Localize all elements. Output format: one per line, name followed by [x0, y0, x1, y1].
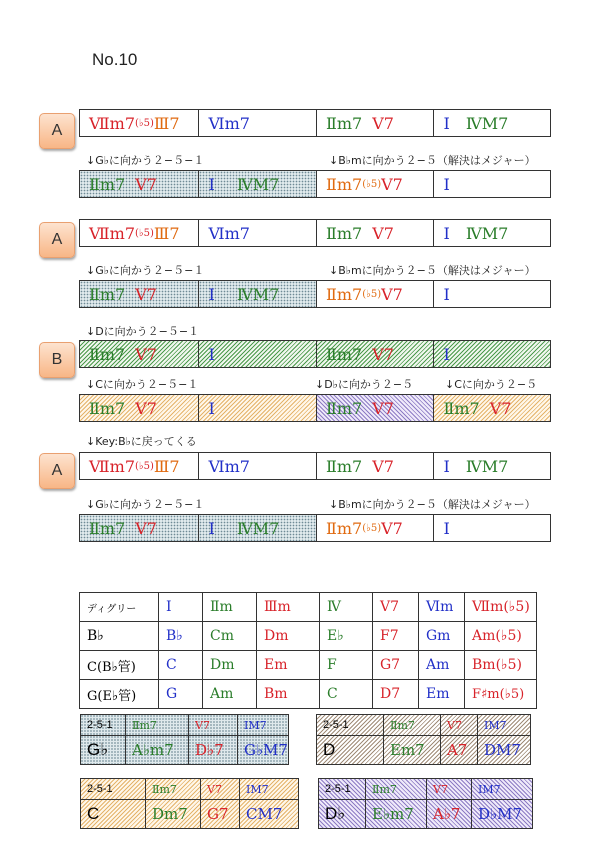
note-c2: ↓Cに向かう２−５: [445, 378, 538, 391]
chord-cell: Ⅰ: [443, 174, 450, 194]
chord-cell: Ⅱm7 Ⅴ7: [317, 110, 435, 136]
chord-row-a1-bottom: [79, 170, 551, 198]
chord-cell: Ⅰ ⅣM7: [443, 456, 509, 476]
chord-cell: Ⅱm7 (♭5) Ⅴ7: [317, 281, 435, 307]
chord-cell: Ⅶm7 (♭5) Ⅲ7: [80, 110, 199, 136]
chord-cell: Ⅵm7: [199, 110, 317, 136]
chord-cell: Ⅱm7 Ⅴ7: [80, 515, 199, 541]
chord-cell: Ⅱm7 Ⅴ7: [317, 453, 435, 479]
chord-cell: Ⅰ ⅣM7: [199, 515, 317, 541]
table-header-row: ディグリー Ⅰ Ⅱm Ⅲm Ⅳ Ⅴ7 Ⅵm Ⅶm(♭5): [80, 593, 537, 622]
chord-cell: Ⅰ ⅣM7: [199, 281, 317, 307]
section-label-b: B: [39, 342, 75, 378]
section-label-a2: A: [39, 222, 75, 258]
box-gflat-251: 2-5-1 Ⅱm7 Ⅴ7 ⅠM7 G♭ A♭m7 D♭7 G♭M7: [80, 714, 289, 765]
chord-cell: Ⅱm7 (♭5) Ⅴ7: [317, 515, 435, 541]
chord-cell: Ⅰ ⅣM7: [443, 113, 509, 133]
note-c: ↓Cに向かう２−５−１: [86, 378, 199, 391]
table-row: C(B♭管) C Dm Em F G7 Am Bm(♭5): [80, 651, 537, 680]
chord-cell: Ⅵm7: [199, 220, 317, 246]
box-c-251: 2-5-1 Ⅱm7 Ⅴ7 ⅠM7 C Dm7 G7 CM7: [80, 778, 299, 829]
note-key: ↓Key:B♭に戻ってくる: [86, 435, 197, 448]
chord-cell: Ⅰ ⅣM7: [443, 223, 509, 243]
note-bflat-m: ↓B♭mに向かう２−５（解決はメジャー）: [329, 154, 536, 167]
chord-cell: Ⅰ: [199, 341, 317, 367]
page-title: No.10: [92, 50, 138, 69]
chord-row-b-bottom: [79, 394, 551, 422]
note-bflat-m: ↓B♭mに向かう２−５（解決はメジャー）: [329, 264, 536, 277]
chord-cell: Ⅱm7 Ⅴ7: [317, 341, 435, 367]
chord-cell: Ⅱm7 Ⅴ7: [80, 171, 199, 197]
chord-cell: Ⅱm7 (♭5) Ⅴ7: [317, 171, 435, 197]
chord-cell: Ⅱm7 Ⅴ7: [317, 220, 435, 246]
chord-cell: Ⅰ: [443, 518, 450, 538]
section-label-a1: A: [39, 113, 75, 149]
table-row: B♭ B♭ Cm Dm E♭ F7 Gm Am(♭5): [80, 622, 537, 651]
chord-row-a2-top: [79, 219, 551, 247]
box-d-251: 2-5-1 Ⅱm7 Ⅴ7 ⅠM7 D Em7 A7 DM7: [316, 714, 531, 765]
chord-row-b-top: [79, 340, 551, 368]
note-gflat: ↓G♭に向かう２−５−１: [86, 264, 205, 277]
chord-row-a3-top: [79, 452, 551, 480]
degree-table: [79, 592, 537, 709]
chord-cell: Ⅱm7 Ⅴ7: [80, 341, 199, 367]
chord-cell: Ⅶm7 (♭5) Ⅲ7: [80, 453, 199, 479]
chord-row-a3-bottom: [79, 514, 551, 542]
note-gflat: ↓G♭に向かう２−５−１: [86, 498, 205, 511]
chord-cell: Ⅵm7: [199, 453, 317, 479]
note-bflat-m: ↓B♭mに向かう２−５（解決はメジャー）: [329, 498, 536, 511]
chord-cell: Ⅱm7 Ⅴ7: [80, 281, 199, 307]
chord-cell: Ⅰ: [434, 341, 550, 367]
chord-cell: Ⅱm7 Ⅴ7: [434, 395, 550, 421]
chord-cell: Ⅱm7 Ⅴ7: [317, 395, 435, 421]
chord-row-a2-bottom: [79, 280, 551, 308]
chord-row-a1-top: [79, 109, 551, 137]
chord-cell: Ⅰ: [443, 284, 450, 304]
note-d: ↓Dに向かう２−５−１: [86, 325, 200, 338]
chord-cell: Ⅱm7 Ⅴ7: [80, 395, 199, 421]
table-row: G(E♭管) G Am Bm C D7 Em F♯m(♭5): [80, 680, 537, 709]
section-label-a3: A: [39, 453, 75, 489]
chord-cell: Ⅰ: [199, 395, 317, 421]
note-gflat: ↓G♭に向かう２−５−１: [86, 154, 205, 167]
box-dflat-251: 2-5-1 Ⅱm7 Ⅴ7 ⅠM7 D♭ E♭m7 A♭7 D♭M7: [318, 778, 533, 829]
chord-cell: Ⅶm7 (♭5) Ⅲ7: [80, 220, 199, 246]
note-dflat: ↓D♭に向かう２−５: [315, 378, 414, 391]
chord-cell: Ⅰ ⅣM7: [199, 171, 317, 197]
